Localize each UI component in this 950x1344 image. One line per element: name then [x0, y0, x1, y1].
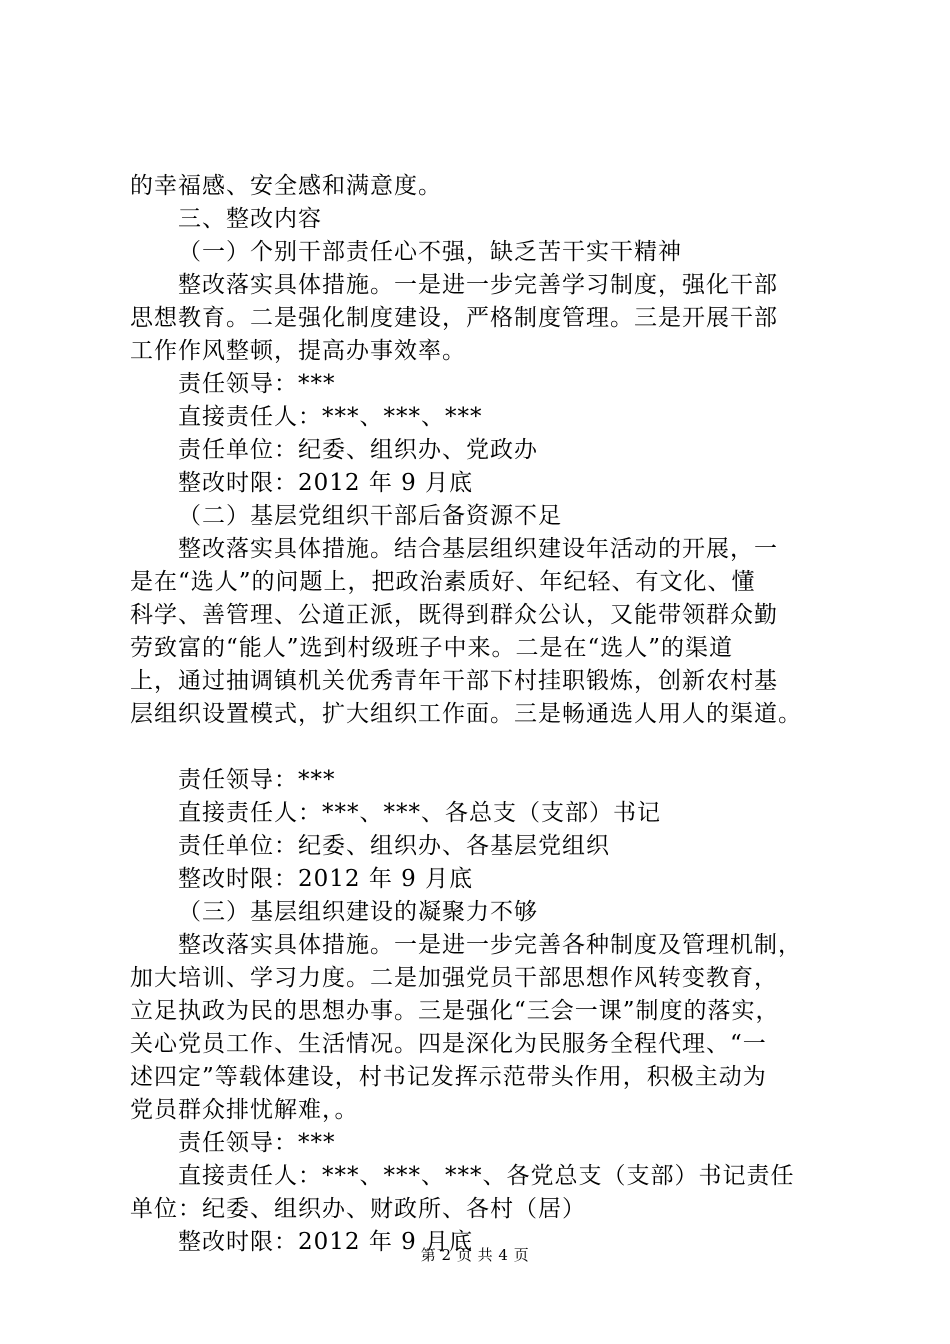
- text-line: 思想教育。二是强化制度建设，严格制度管理。三是开展干部: [130, 305, 778, 331]
- text-line: 党员群众排忧解难，。: [130, 1097, 359, 1123]
- text-line: 责任单位：纪委、组织办、党政办: [178, 437, 538, 463]
- blank-line: [130, 731, 830, 764]
- text-line: 整改时限：2012 年 9 月底: [178, 866, 474, 892]
- text-line: （二）基层党组织干部后备资源不足: [178, 503, 562, 529]
- text-line: 加大培训、学习力度。二是加强党员干部思想作风转变教育，: [130, 965, 778, 991]
- text-line: 整改时限：2012 年 9 月底: [178, 1229, 474, 1255]
- text-line: 三、整改内容: [178, 206, 322, 232]
- text-line: 科学、善管理、公道正派，既得到群众公认，又能带领群众勤: [130, 602, 778, 628]
- text-line: 单位：纪委、组织办、财政所、各村（居）: [130, 1196, 586, 1222]
- text-line: 整改落实具体措施。一是进一步完善学习制度，强化干部: [178, 272, 778, 298]
- document-body: [130, 170, 830, 1259]
- text-line: 劳致富的“能人”选到村级班子中来。二是在“选人”的渠道: [130, 635, 734, 661]
- text-line: 整改落实具体措施。结合基层组织建设年活动的开展，一: [178, 536, 778, 562]
- text-line: 是在“选人”的问题上，把政治素质好、年纪轻、有文化、懂: [130, 569, 756, 595]
- text-line: （一）个别干部责任心不强，缺乏苦干实干精神: [178, 239, 682, 265]
- page-footer: 第 2 页 共 4 页: [420, 1246, 530, 1264]
- text-line: 直接责任人：***、***、***、各党总支（支部）书记责任: [178, 1163, 795, 1189]
- text-line: （三）基层组织建设的凝聚力不够: [178, 899, 538, 925]
- text-line: 述四定”等载体建设，村书记发挥示范带头作用，积极主动为: [130, 1064, 767, 1090]
- text-line: 层组织设置模式，扩大组织工作面。三是畅通选人用人的渠道。: [130, 701, 802, 727]
- text-line: 工作作风整顿，提高办事效率。: [130, 338, 466, 364]
- text-line: 的幸福感、安全感和满意度。: [130, 173, 442, 199]
- text-line: 责任领导：***: [178, 371, 336, 397]
- text-line: 立足执政为民的思想办事。三是强化“三会一课”制度的落实，: [130, 998, 780, 1024]
- text-line: 直接责任人：***、***、***: [178, 404, 483, 430]
- text-line: 责任单位：纪委、组织办、各基层党组织: [178, 833, 610, 859]
- text-line: 整改时限：2012 年 9 月底: [178, 470, 474, 496]
- text-line: 直接责任人：***、***、各总支（支部）书记: [178, 800, 661, 826]
- text-line: 上，通过抽调镇机关优秀青年干部下村挂职锻炼，创新农村基: [130, 668, 778, 694]
- text-line: 责任领导：***: [178, 1130, 336, 1156]
- text-line: 关心党员工作、生活情况。四是深化为民服务全程代理、“一: [130, 1031, 767, 1057]
- text-line: 责任领导：***: [178, 767, 336, 793]
- text-line: 整改落实具体措施。一是进一步完善各种制度及管理机制，: [178, 932, 802, 958]
